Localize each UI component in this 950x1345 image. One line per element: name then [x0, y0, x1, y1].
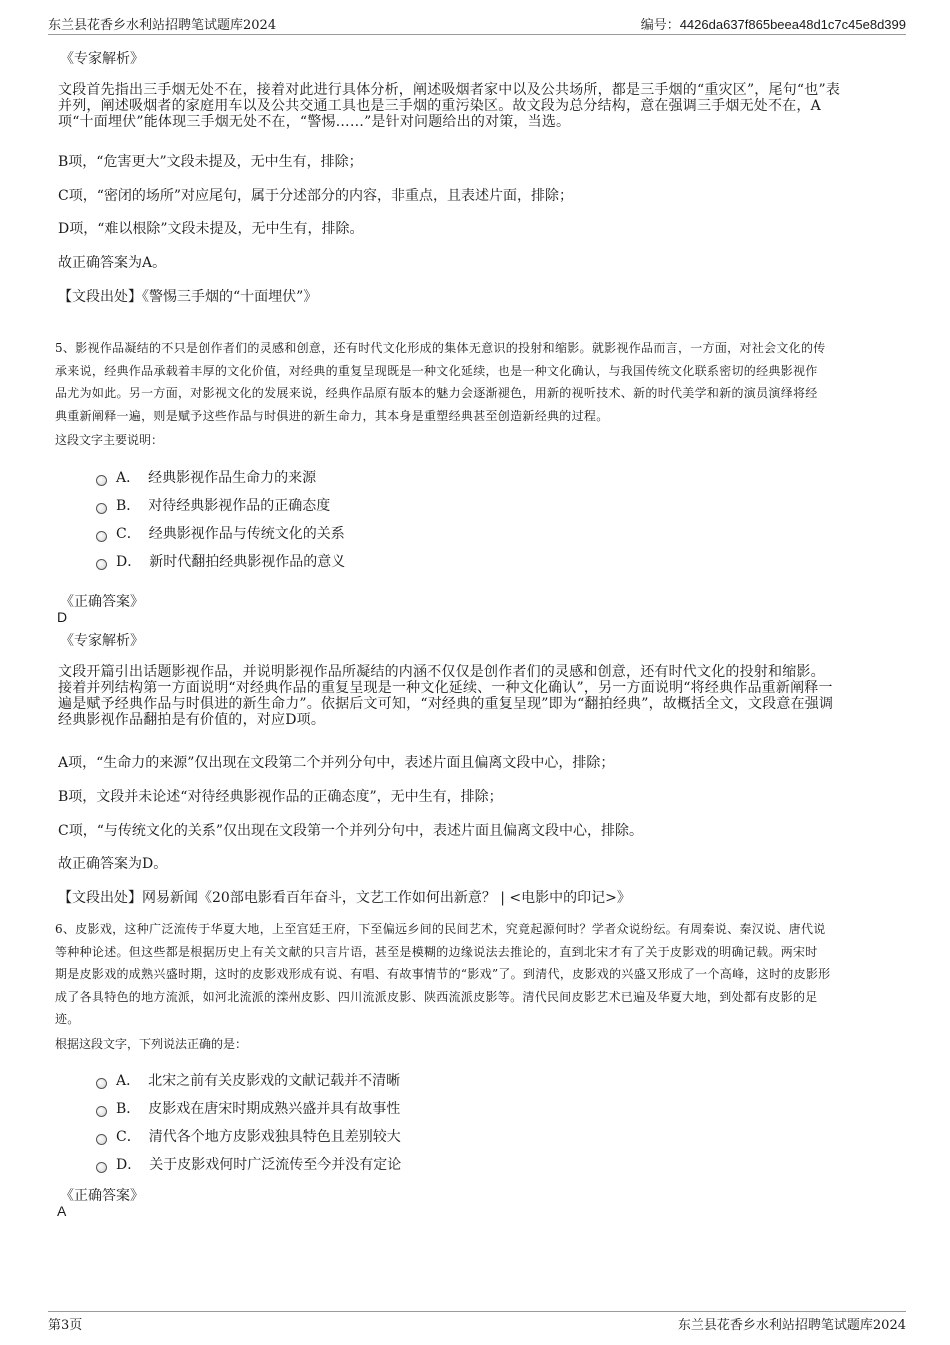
option-letter: D． [116, 1157, 142, 1173]
q4-note-d: D项，“难以根除”文段未提及，无中生有，排除。 [58, 221, 364, 237]
option-text: 北宋之前有关皮影戏的文献记载并不清晰 [148, 1073, 401, 1089]
q5-question-line: 5、影视作品凝结的不只是创作者们的灵感和创意，还有时代文化形成的集体无意识的投射和缩影。就影视作品而言，一方面，对社会文化的传 [55, 341, 826, 355]
q6-question-line: 期是皮影戏的成熟兴盛时期，这时的皮影戏形成有说、有唱、有故事情节的“影戏”了。到清代，皮影戏的兴盛又形成了一个高峰，这时的皮影形 [55, 967, 831, 981]
q6-question-line: 等种种论述。但这些都是根据历史上有关文献的只言片语，甚至是模糊的边缘说法去推论的，直到北宋才有了关于皮影戏的明确记载。两宋时 [55, 944, 818, 959]
option-text: 新时代翻拍经典影视作品的意义 [149, 554, 346, 570]
option-letter: D． [116, 554, 142, 570]
page-header [48, 14, 906, 35]
option-letter: C． [116, 526, 141, 542]
q4-note-c: C项，“密闭的场所”对应尾句，属于分述部分的内容，非重点，且表述片面，排除； [58, 188, 574, 204]
q5-answer-label: 《正确答案》 [60, 594, 144, 610]
q5-analysis-line: 接着并列结构第一方面说明“对经典作品的重复呈现是一种文化延续、一种文化确认”，另一方面说明“将经典作品重新阐释一 [58, 680, 833, 696]
q5-question [55, 337, 900, 427]
q6-question-line: 迹。 [55, 1012, 80, 1026]
radio-icon[interactable] [96, 1134, 107, 1145]
radio-icon[interactable] [96, 1162, 107, 1173]
q5-option-d[interactable] [96, 551, 345, 571]
option-text: 清代各个地方皮影戏独具特色且差别较大 [148, 1129, 401, 1145]
option-letter: B． [116, 498, 141, 514]
q5-source: 【文段出处】网易新闻《20部电影看百年奋斗，文艺工作如何出新意？ | <电影中的印记>》 [58, 890, 631, 906]
radio-icon[interactable] [96, 1078, 107, 1089]
q4-analysis-line: 文段首先指出三手烟无处不在，接着对此进行具体分析，阐述吸烟者家中以及公共场所，都是三手烟的“重灾区”，尾句“也”表 [58, 82, 841, 98]
option-text: 经典影视作品生命力的来源 [148, 470, 317, 486]
q4-analysis-label: 《专家解析》 [60, 51, 144, 67]
q5-answer: D [57, 609, 68, 625]
radio-icon[interactable] [96, 475, 107, 486]
q5-question-line: 品尤为如此。另一方面，对影视文化的发展来说，经典作品原有版本的魅力会逐渐褪色，用新的视听技术、新的时代美学和新的演员演绎将经 [55, 386, 818, 400]
q5-option-c[interactable] [96, 523, 345, 543]
radio-icon[interactable] [96, 559, 107, 570]
q5-note-b: B项，文段并未论述“对待经典影视作品的正确态度”，无中生有，排除； [58, 789, 503, 805]
q5-note-c: C项，“与传统文化的关系”仅出现在文段第一个并列分句中，表述片面且偏离文段中心，排除。 [58, 823, 644, 839]
option-letter: C． [116, 1129, 141, 1145]
q6-answer-label: 《正确答案》 [60, 1188, 144, 1204]
option-text: 关于皮影戏何时广泛流传至今并没有定论 [149, 1157, 402, 1173]
q5-prompt: 这段文字主要说明： [55, 433, 164, 447]
q4-source: 【文段出处】《警惕三手烟的“十面埋伏”》 [58, 289, 318, 305]
q4-analysis-line: 项“十面埋伏”能体现三手烟无处不在，“警惕……”是针对问题给出的对策，当选。 [58, 114, 571, 130]
option-letter: A． [116, 1073, 141, 1089]
q6-prompt: 根据这段文字，下列说法正确的是： [55, 1037, 248, 1051]
option-text: 皮影戏在唐宋时期成熟兴盛并具有故事性 [148, 1101, 401, 1117]
q5-analysis-line: 文段开篇引出话题影视作品，并说明影视作品所凝结的内涵不仅仅是创作者们的灵感和创意，还有时代文化的投射和缩影。 [58, 664, 825, 680]
q6-answer: A [57, 1203, 67, 1219]
q6-option-a[interactable] [96, 1070, 400, 1090]
q6-question-line: 成了各具特色的地方流派，如河北流派的滦州皮影、四川流派皮影、陕西流派皮影等。清代民间皮影艺术已遍及华夏大地，到处都有皮影的足 [55, 989, 818, 1004]
q6-option-c[interactable] [96, 1126, 401, 1146]
radio-icon[interactable] [96, 531, 107, 542]
q6-option-b[interactable] [96, 1098, 400, 1118]
option-text: 经典影视作品与传统文化的关系 [148, 526, 345, 542]
header-title: 东兰县花香乡水利站招聘笔试题库2024 [48, 18, 277, 33]
q6-question [55, 918, 900, 1031]
option-letter: B． [116, 1101, 141, 1117]
option-text: 对待经典影视作品的正确态度 [148, 498, 331, 514]
radio-icon[interactable] [96, 503, 107, 514]
q5-question-line: 典重新阐释一遍，则是赋予这些作品与时俱进的新生命力，其本身是重塑经典甚至创造新经典的过程。 [55, 408, 609, 423]
footer-page-number: 第3页 [48, 1317, 83, 1333]
q5-analysis-text [58, 664, 894, 728]
q5-option-b[interactable] [96, 495, 330, 515]
q5-note-a: A项，“生命力的来源”仅出现在文段第二个并列分句中，表述片面且偏离文段中心，排除； [58, 755, 615, 771]
q5-analysis-line: 经典影视作品翻拍是有价值的，对应D项。 [58, 712, 326, 728]
q6-question-line: 6、皮影戏，这种广泛流传于华夏大地，上至宫廷王府，下至偏远乡间的民间艺术，究竟起源何时？学者众说纷纭。有周秦说、秦汉说、唐代说 [55, 922, 826, 936]
footer-title: 东兰县花香乡水利站招聘笔试题库2024 [677, 1317, 906, 1333]
q6-option-d[interactable] [96, 1154, 401, 1174]
q5-question-line: 承来说，经典作品承载着丰厚的文化价值，对经典的重复呈现既是一种文化延续，也是一种文化确认，与我国传统文化联系密切的经典影视作 [55, 363, 818, 378]
q5-analysis-label: 《专家解析》 [60, 633, 144, 649]
q5-analysis-line: 遍是赋予经典作品与时俱进的新生命力”。依据后文可知，“对经典的重复呈现”即为“翻拍经典”，故概括全文，文段意在强调 [58, 696, 834, 712]
q4-note-b: B项，“危害更大”文段未提及，无中生有，排除； [58, 154, 363, 170]
q5-option-a[interactable] [96, 467, 316, 487]
option-letter: A． [116, 470, 141, 486]
radio-icon[interactable] [96, 1106, 107, 1117]
header-doc-id: 编号：4426da637f865beea48d1c7c45e8d399 [640, 17, 906, 32]
q4-conclusion: 故正确答案为A。 [58, 255, 167, 271]
page-footer [48, 1311, 906, 1334]
q4-analysis-line: 并列，阐述吸烟者的家庭用车以及公共交通工具也是三手烟的重污染区。故文段为总分结构，意在强调三手烟无处不在，A [58, 98, 821, 114]
q4-analysis-text [58, 82, 894, 130]
q5-conclusion: 故正确答案为D。 [58, 856, 168, 872]
